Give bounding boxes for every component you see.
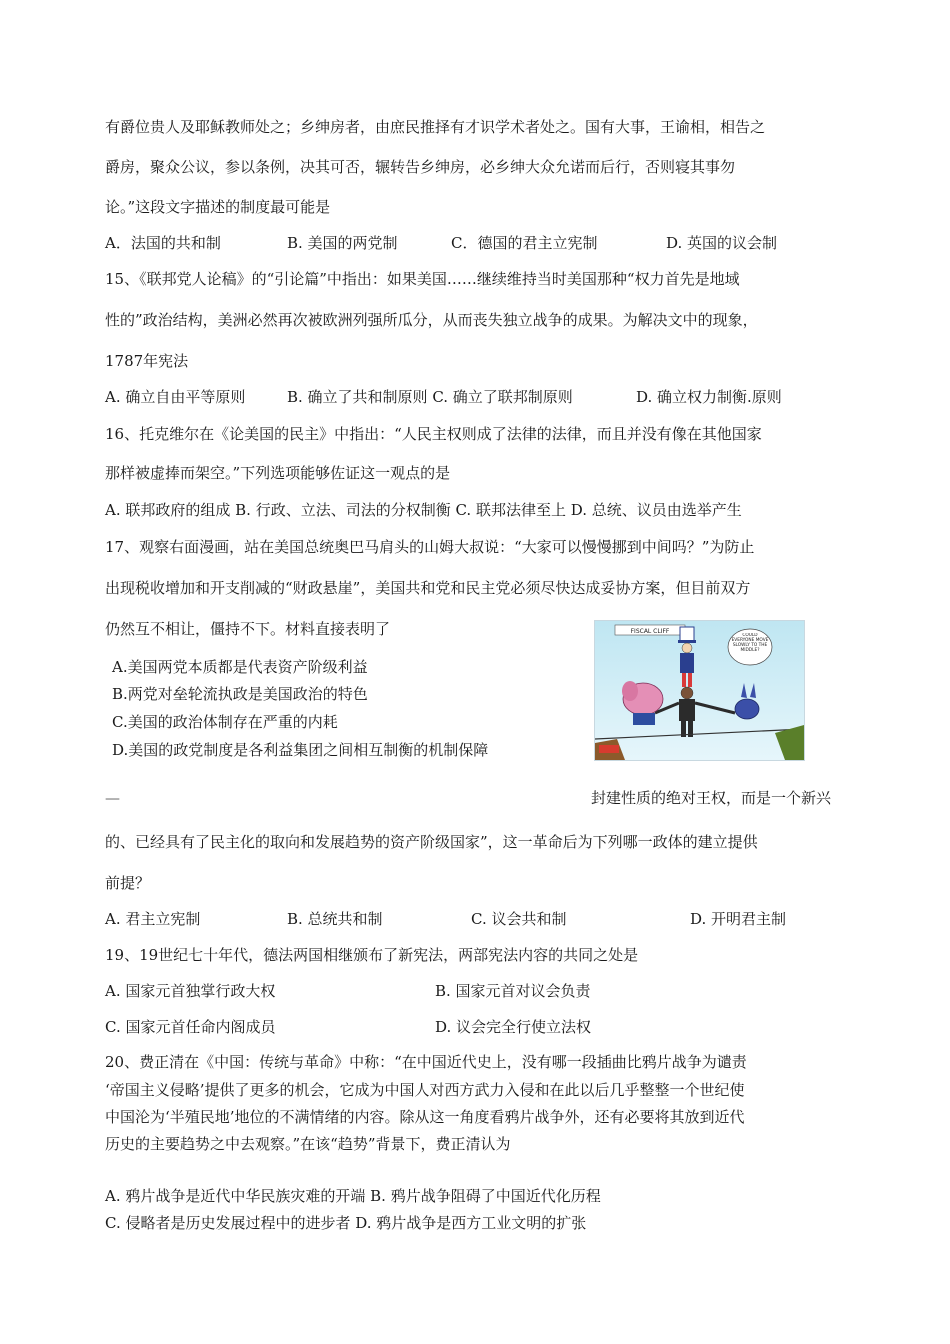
q20-text-line-2: ‘帝国主义侵略’提供了更多的机会，它成为中国人对西方武力入侵和在此以后几乎整整一个世纪使 — [105, 1081, 745, 1099]
q19-option-d: D. 议会完全行使立法权 — [435, 1018, 592, 1036]
q14-option-c: C．德国的君主立宪制 — [451, 234, 598, 252]
q18-text-line-1: 封建性质的绝对王权，而是一个新兴 — [591, 789, 832, 807]
q18-option-c: C. 议会共和制 — [471, 910, 567, 928]
obama-figure — [681, 687, 693, 699]
q15-option-d: D. 确立权力制衡.原则 — [636, 388, 782, 406]
q19-option-c: C. 国家元首任命内阁成员 — [105, 1018, 276, 1036]
q16-options: A. 联邦政府的组成 B. 行政、立法、司法的分权制衡 C. 联邦法律至上 D. 总统、议员由选举产生 — [105, 501, 742, 519]
q17-text-line-2: 出现税收增加和开支削减的“财政悬崖”，美国共和党和民主党必须尽快达成妥协方案，但目前双方 — [105, 579, 751, 597]
q19-option-a: A. 国家元首独掌行政大权 — [105, 982, 276, 1000]
q20-options-line-1: A. 鸦片战争是近代中华民族灾难的开端 B. 鸦片战争阻碍了中国近代化历程 — [105, 1187, 601, 1205]
q19-text-line-1: 19、19世纪七十年代，德法两国相继颁布了新宪法，两部宪法内容的共同之处是 — [105, 946, 639, 964]
q17-option-d: D.美国的政党制度是各利益集团之间相互制衡的机制保障 — [112, 741, 489, 759]
q15-text-line-2: 性的”政治结构，美洲必然再次被欧洲列强所瓜分，从而丧失独立战争的成果。为解决文中的现象， — [105, 311, 758, 329]
q16-text-line-2: 那样被虚捧而架空。”下列选项能够佐证这一观点的是 — [105, 464, 451, 482]
q18-option-b: B. 总统共和制 — [287, 910, 383, 928]
q14-text-line-2: 爵房，聚众公议，参以条例，决其可否，辗转告乡绅房，必乡绅大众允诺而后行，否则寝其事勿 — [105, 158, 736, 176]
q14-option-a: A．法国的共和制 — [105, 234, 221, 252]
q20-text-line-4: 历史的主要趋势之中去观察。”在该“趋势”背景下，费正清认为 — [105, 1135, 511, 1153]
q15-text-line-3: 1787年宪法 — [105, 352, 189, 370]
q15-text-line-1: 15、《联邦党人论稿》的“引论篇”中指出：如果美国……继续维持当时美国那种“权力首先是地域 — [105, 270, 740, 288]
q20-options-line-2: C. 侵略者是历史发展过程中的进步者 D. 鸦片战争是西方工业文明的扩张 — [105, 1214, 587, 1232]
political-cartoon — [594, 620, 805, 761]
q18-option-a: A. 君主立宪制 — [105, 910, 201, 928]
q17-option-c: C.美国的政治体制存在严重的内耗 — [112, 713, 338, 731]
q17-text-line-1: 17、观察右面漫画，站在美国总统奥巴马肩头的山姆大叔说：“大家可以慢慢挪到中间吗？”为防止 — [105, 538, 755, 556]
q16-text-line-1: 16、托克维尔在《论美国的民主》中指出：“人民主权则成了法律的法律，而且并没有像在其他国家 — [105, 425, 762, 443]
q20-text-line-1: 20、费正清在《中国：传统与革命》中称：“在中国近代史上，没有哪一段插曲比鸦片战争为谴责 — [105, 1053, 747, 1071]
q14-option-d: D. 英国的议会制 — [666, 234, 778, 252]
uncle-sam-hat — [680, 627, 694, 641]
cartoon-banner-text: FISCAL CLIFF — [630, 628, 670, 635]
q20-text-line-3: 中国沦为‘半殖民地’地位的不满情绪的内容。除从这一角度看鸦片战争外，还有必要将其放到近代 — [105, 1108, 745, 1126]
q18-text-line-3: 前提？ — [105, 874, 151, 892]
q14-text-line-3: 论。”这段文字描述的制度最可能是 — [105, 198, 331, 216]
cartoon-bubble-text: COULD EVERYONE MOVE SLOWLY TO THE MIDDLE? — [731, 633, 769, 653]
q19-option-b: B. 国家元首对议会负责 — [435, 982, 591, 1000]
q18-obscured-region — [200, 788, 400, 804]
q17-option-a: A.美国两党本质都是代表资产阶级利益 — [112, 658, 368, 676]
q18-obscured-fragment: — — [105, 789, 120, 807]
donkey-figure — [735, 699, 759, 719]
q18-text-line-2: 的、已经具有了民主化的取向和发展趋势的资产阶级国家”，这一革命后为下列哪一政体的建立提供 — [105, 833, 758, 851]
q14-option-b: B. 美国的两党制 — [287, 234, 398, 252]
q17-text-line-3: 仍然互不相让，僵持不下。材料直接表明了 — [105, 620, 391, 638]
q15-option-a: A. 确立自由平等原则 — [105, 388, 246, 406]
q15-option-bc: B. 确立了共和制原则 C. 确立了联邦制原则 — [287, 388, 573, 406]
q17-option-b: B.两党对垒轮流执政是美国政治的特色 — [112, 685, 368, 703]
q14-text-line-1: 有爵位贵人及耶稣教师处之；乡绅房者，由庶民推择有才识学术者处之。国有大事，王谕相，相告之 — [105, 118, 766, 136]
q18-option-d: D. 开明君主制 — [690, 910, 787, 928]
